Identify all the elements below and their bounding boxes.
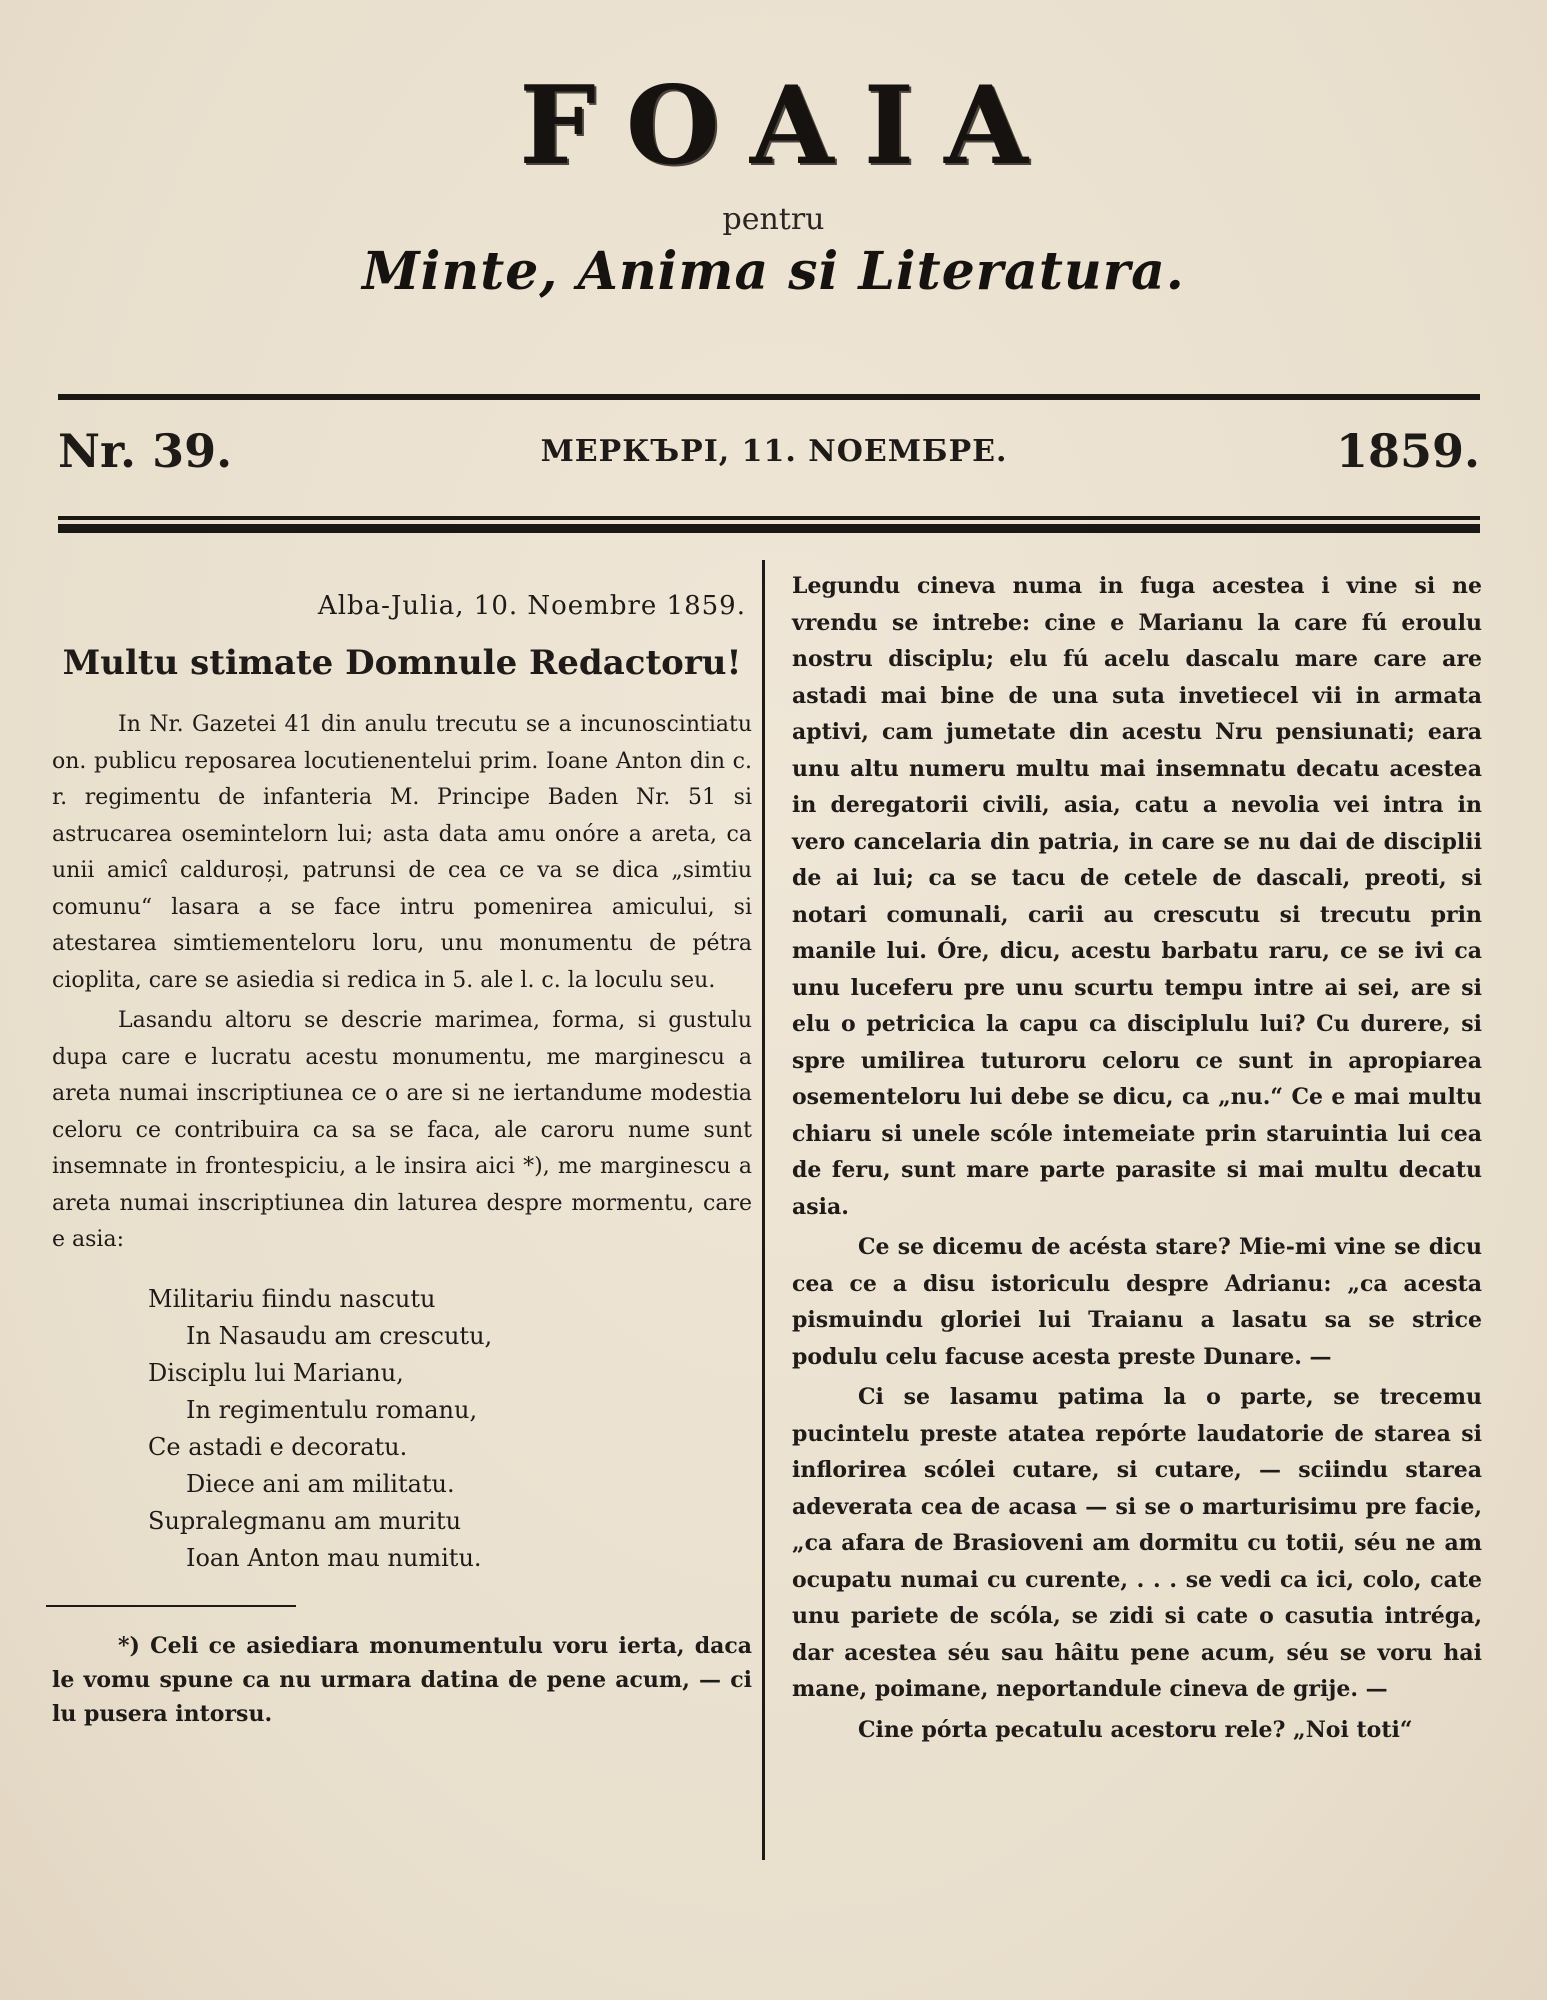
newspaper-title: FOAIA: [519, 63, 1058, 189]
issue-number: Nr. 39.: [58, 424, 233, 478]
masthead: [0, 63, 1547, 302]
verse-line: In regimentulu romanu,: [186, 1395, 478, 1424]
right-column: [792, 568, 1482, 1752]
top-rule: [58, 394, 1480, 400]
newspaper-subtitle: Minte, Anima si Literatura.: [362, 241, 1185, 302]
verse-line: In Nasaudu am crescutu,: [186, 1321, 493, 1350]
article-paragraph: Ce se dicemu de acésta stare? Mie-mi vine se dicu cea ce a disu istoriculu despre Adrianu: „ca acesta pismuindu gloriei lui Traianu a lasatu sa se strice podulu celu facuse acesta preste Dunare. —: [792, 1234, 1482, 1370]
title-connector: pentru: [722, 202, 825, 237]
article-paragraph: Lasandu altoru se descrie marimea, forma, si gustulu dupa care e lucratu acestu monumentu, me marginescu a areta numai inscriptiunea ce o are si ne iertandume modestia celoru ce contribuira ca sa se faca, ale caroru nume sunt insemnate in frontespiciu, a le insira aici *), me marginescu a areta numai inscriptiunea din laturea despre mormentu, care e asia:: [52, 1008, 752, 1252]
footnote-rule: [46, 1605, 296, 1607]
footnote: *) Celi ce asiediara monumentulu voru ierta, daca le vomu spune ca nu urmara datina de pene acum, — ci lu pusera intorsu.: [52, 1632, 752, 1727]
article-paragraph: Legundu cineva numa in fuga acestea i vine si ne vrendu se intrebe: cine e Marianu la care fú eroulu nostru disciplu; elu fú acelu dascalu mare care are astadi mai bine de una suta invetiecel vii in armata aptivi, cam jumetate din acestu Nru pensiunati; eara unu altu numeru multu mai insemnatu decatu acestea in deregatorii civili, asia, catu a nevolia vei intra in vero cancelaria din patria, in care se nu dai de disciplii de ai lui; ca se tacu de cetele de dascali, preoti, si notari comunali, carii au crescutu si trecutu prin manile lui. Óre, dicu, acestu barbatu raru, ce se ivi ca unu luceferu pre unu scurtu tempu intre ai sei, are si elu o petricica la capu ca disciplulu lui? Cu durere, si spre umilirea tuturoru celoru ce sunt in apropiarea osementeloru lui debe se dicu, ca „nu.“ Ce e mai multu chiaru si unele scóle intemeiate prin staruintia lui cea de feru, sunt mare parte parasite si mai multu decatu asia.: [792, 573, 1482, 1220]
verse-line: Diece ani am militatu.: [186, 1469, 455, 1498]
inscription-verse: [52, 1281, 752, 1577]
article-paragraph: Cine pórta pecatulu acestoru rele? „Noi toti“: [858, 1716, 1413, 1743]
double-rule-thin: [58, 516, 1480, 520]
verse-line: Ioan Anton mau numitu.: [186, 1543, 482, 1572]
letter-dateline: Alba-Julia, 10. Noembre 1859.: [317, 591, 746, 621]
left-column: [52, 568, 752, 1753]
issue-info-bar: [58, 424, 1480, 484]
issue-year: 1859.: [1335, 424, 1480, 478]
verse-line: Supralegmanu am muritu: [148, 1506, 462, 1535]
issue-date: МЕРКЪРІ, 11. NОЕМБРЕ.: [540, 434, 1008, 469]
letter-salutation: Multu stimate Domnule Redactoru!: [62, 642, 742, 683]
column-divider: [762, 560, 765, 1860]
verse-line: Disciplu lui Marianu,: [148, 1358, 404, 1387]
article-paragraph: Ci se lasamu patima la o parte, se trecemu pucintelu preste atatea repórte laudatorie de starea si inflorirea scólei cutare, si cutare, — sciindu starea adeverata cea de acasa — si se o marturisimu pre facie, „ca afara de Brasioveni am dormitu cu totii, séu ne am ocupatu numai cu curente, . . . se vedi ca ici, colo, cate unu pariete de scóla, se zidi si cate o casutia intréga, dar acestea séu sau hâitu pene acum, séu se voru hai mane, poimane, neportandule cineva de grije. —: [792, 1384, 1482, 1702]
verse-line: Militariu fiindu nascutu: [148, 1284, 436, 1313]
double-rule-thick: [58, 524, 1480, 533]
verse-line: Ce astadi e decoratu.: [148, 1432, 408, 1461]
article-paragraph: In Nr. Gazetei 41 din anulu trecutu se a incunoscintiatu on. publicu reposarea locutienentelui prim. Ioane Anton din c. r. regimentu de infanteria M. Principe Baden Nr. 51 si astrucarea osemintelorn lui; asta data amu onóre a areta, ca unii amicî calduroși, patrunsi de cea ce va se dica „simtiu comunu“ lasara a se face intru pomenirea amicului, si atestarea simtiementeloru loru, unu monumentu de pétra cioplita, care se asiedia si redica in 5. ale l. c. la loculu seu.: [52, 712, 752, 993]
